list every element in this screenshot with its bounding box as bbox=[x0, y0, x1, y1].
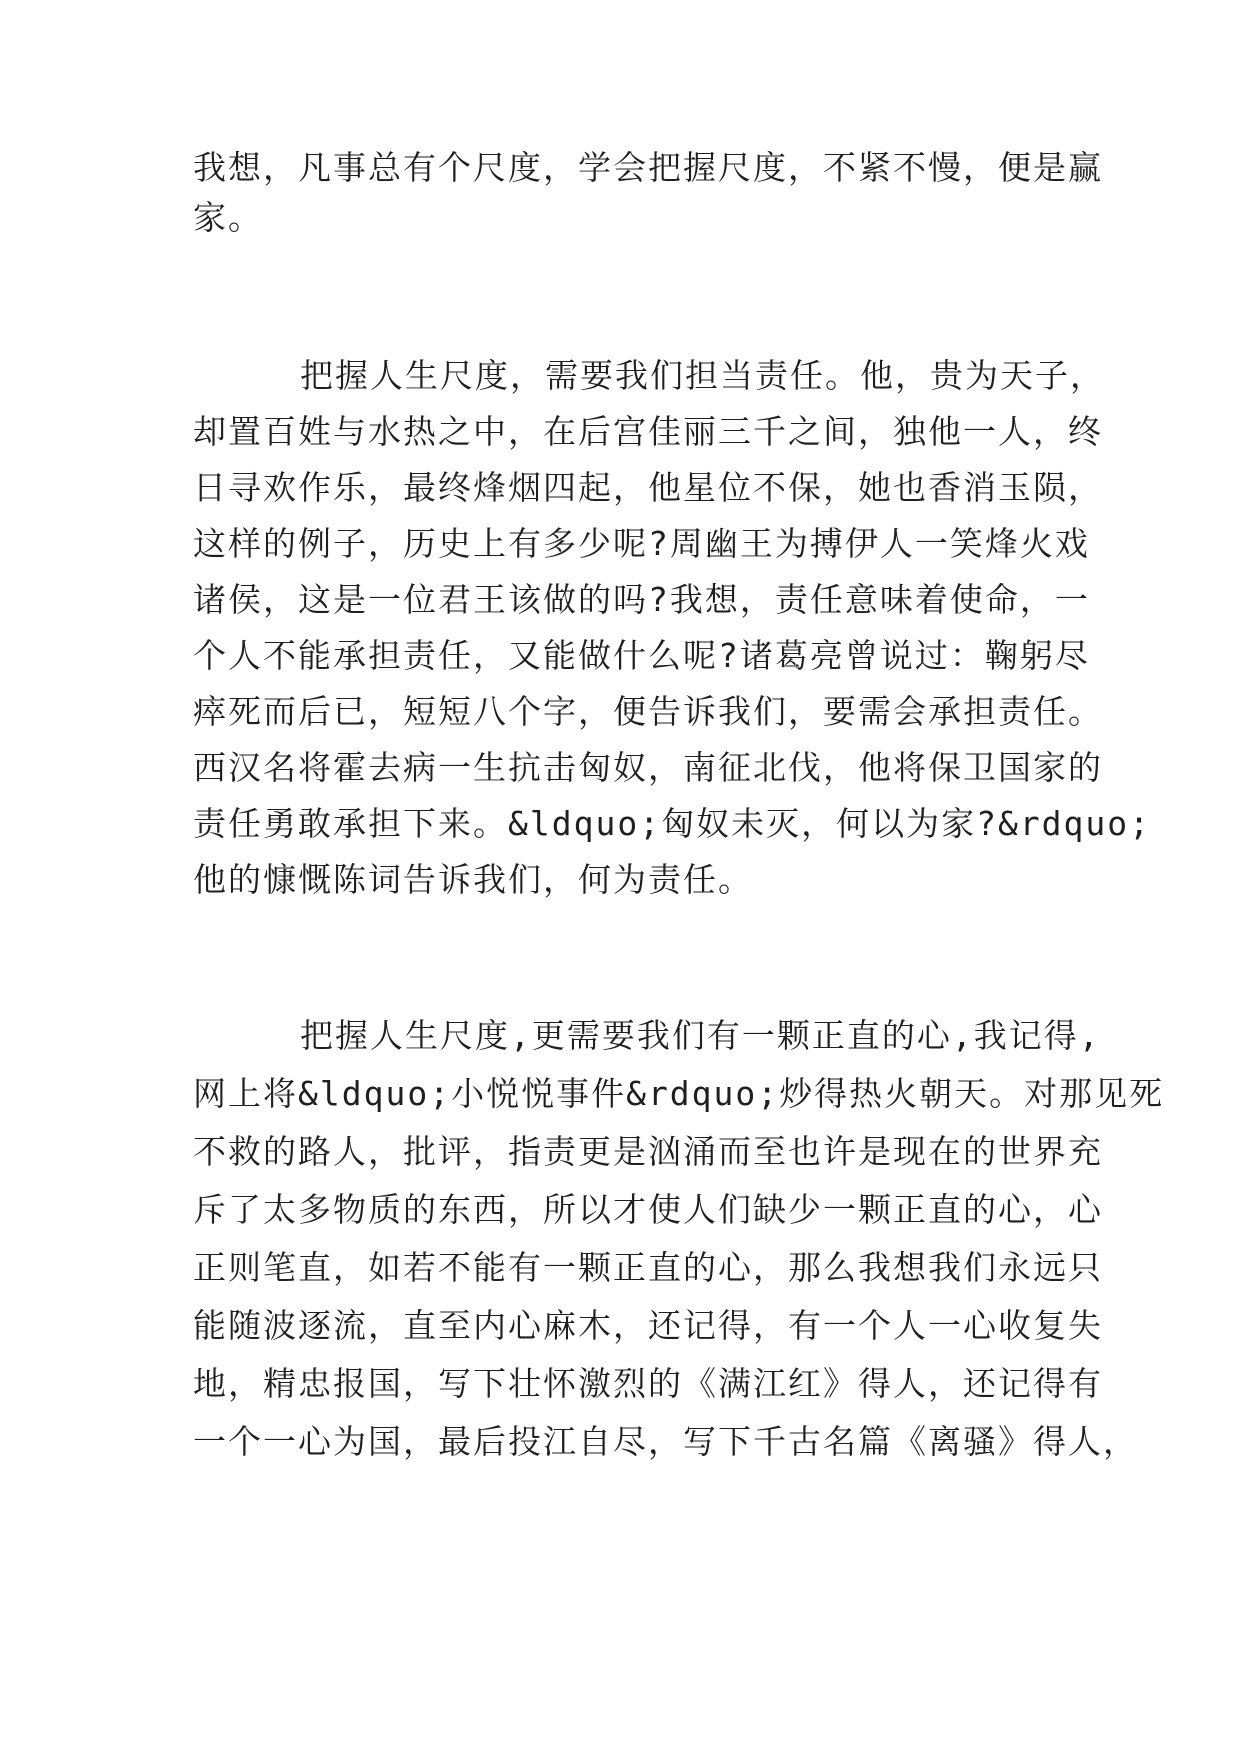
paragraph-line: 这样的例子，历史上有多少呢?周幽王为搏伊人一笑烽火戏 bbox=[193, 524, 1090, 563]
paragraph-line: 把握人生尺度，需要我们担当责任。他，贵为天子， bbox=[300, 356, 1105, 395]
paragraph-line: 正则笔直，如若不能有一颗正直的心，那么我想我们永远只 bbox=[193, 1248, 1103, 1287]
paragraph-line: 他的慷慨陈词告诉我们，何为责任。 bbox=[193, 860, 753, 899]
paragraph-line: 地，精忠报国，写下壮怀激烈的《满江红》得人，还记得有 bbox=[193, 1364, 1103, 1403]
paragraph-line: 个人不能承担责任，又能做什么呢?诸葛亮曾说过：鞠躬尽 bbox=[193, 636, 1090, 675]
paragraph-line: 网上将&ldquo;小悦悦事件&rdquo;炒得热火朝天。对那见死 bbox=[193, 1074, 1165, 1113]
paragraph-line: 一个一心为国，最后投江自尽，写下千古名篇《离骚》得人， bbox=[193, 1422, 1138, 1461]
paragraph-line: 日寻欢作乐，最终烽烟四起，他星位不保，她也香消玉陨， bbox=[193, 468, 1103, 507]
paragraph-line: 家。 bbox=[193, 198, 263, 237]
paragraph-line: 能随波逐流，直至内心麻木，还记得，有一个人一心收复失 bbox=[193, 1306, 1103, 1345]
paragraph-line: 诸侯，这是一位君王该做的吗?我想，责任意味着使命，一 bbox=[193, 580, 1090, 619]
paragraph-line: 却置百姓与水热之中，在后宫佳丽三千之间，独他一人，终 bbox=[193, 412, 1103, 451]
paragraph-line: 西汉名将霍去病一生抗击匈奴，南征北伐，他将保卫国家的 bbox=[193, 748, 1103, 787]
paragraph-line: 我想，凡事总有个尺度，学会把握尺度，不紧不慢，便是赢 bbox=[193, 148, 1103, 187]
paragraph-line: 斥了太多物质的东西，所以才使人们缺少一颗正直的心，心 bbox=[193, 1190, 1103, 1229]
paragraph-line: 瘁死而后已，短短八个字，便告诉我们，要需会承担责任。 bbox=[193, 692, 1103, 731]
paragraph-line: 把握人生尺度,更需要我们有一颗正直的心,我记得, bbox=[300, 1016, 1101, 1055]
paragraph-line: 不救的路人，批评，指责更是汹涌而至也许是现在的世界充 bbox=[193, 1132, 1103, 1171]
paragraph-line: 责任勇敢承担下来。&ldquo;匈奴未灭，何以为家?&rdquo; bbox=[193, 804, 1152, 843]
